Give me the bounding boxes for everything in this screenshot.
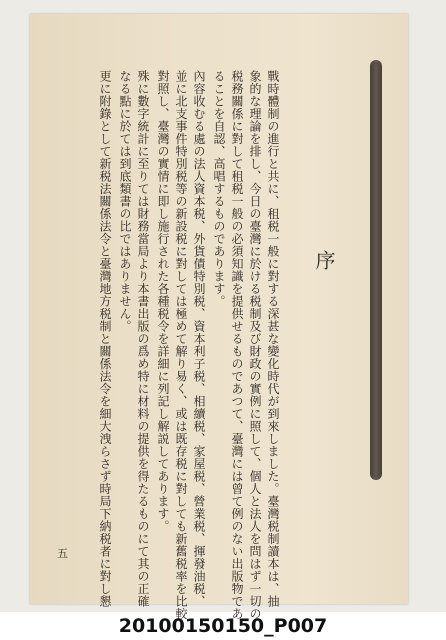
book-spine-shadow [370,60,382,480]
text-column-8: 殊に數字統計に至りては財務當局より本書出版の爲め特に材料の提供を得たるものにて其の正確 [136,70,150,608]
text-column-4: ることを自認、高唱するものであります。 [212,70,226,308]
page-title: 序 [312,250,336,270]
page-number: 五 [57,547,68,560]
image-caption: 20100150150_P007 [118,615,328,637]
text-column-7: 對照し、臺灣の實情に即し施行された各種税令を詳細に列記し解説してあります。 [156,70,170,533]
text-column-9: なる點に於ては到底類書の比ではありません。 [118,70,132,333]
text-column-3: 税務關係に對して租税一般の必須知識を提供せるものであつて、臺灣には曾て例のない出版物であ [230,70,244,620]
text-column-5: 內容收むる處の法人資本税、外貨債特別税、資本利子税、相續税、家屋税、營業税、揮發油税、 [192,70,206,608]
text-column-1: 戰時體制の進行と共に、租税一般に對する深甚な變化時代が到來しました。臺灣税制讀本は、抽 [266,70,280,608]
text-column-2: 象的な理論を排し、今日の臺灣に於ける税制及び財政の實例に照して、個人と法人を問はず一切の [248,70,262,620]
text-column-6: 並に北支事件特別税等の新設税に對しては極めて解り易く、或は既存税に對しても新舊税率を比較 [174,70,188,620]
text-column-10: 更に附錄として新税法關係法令と臺灣地方税制と關係法令を細大洩らさず時局下納税者に對し懇 [98,70,112,608]
